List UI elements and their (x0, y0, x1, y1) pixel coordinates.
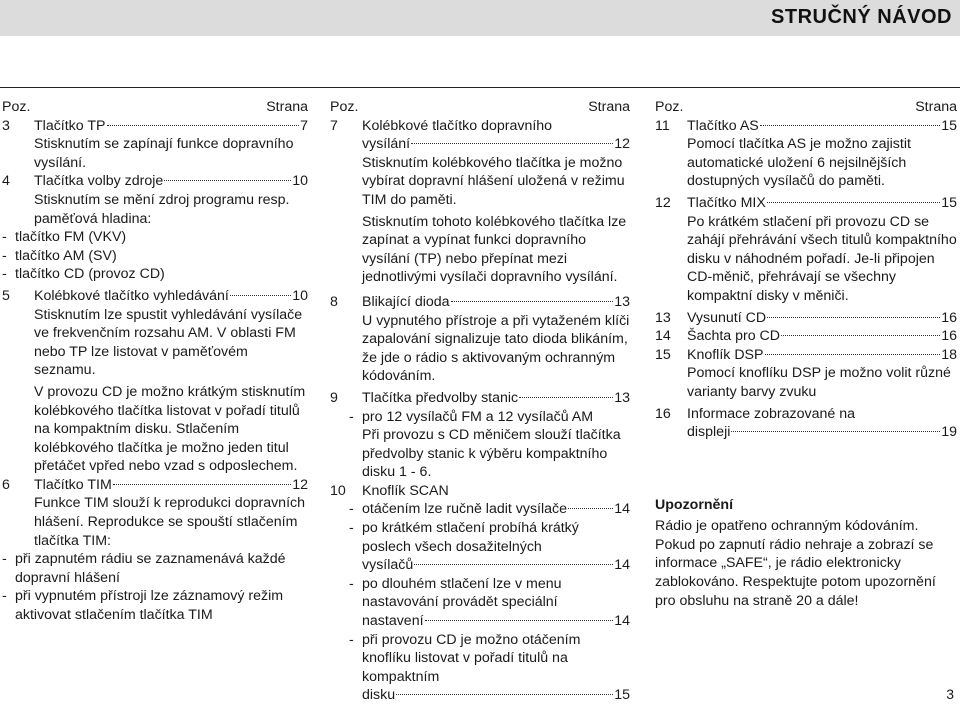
pos-heading: Poz. (655, 99, 684, 115)
list-item: - pro 12 vysílačů FM a 12 vysílačů AM Při provozu s CD měničem slouží tlačítka předvolby stanic k výběru kompaktního disku 1 - 6. (330, 408, 630, 482)
notice-box (655, 496, 957, 611)
entry-number: 3 (2, 117, 10, 134)
header-band (0, 0, 960, 36)
list-item: - tlačítko FM (VKV) (2, 229, 127, 246)
entry-number: 13 (655, 309, 671, 326)
entry-8 (330, 293, 630, 386)
entry-page: 19 (941, 424, 957, 441)
entry-3 (2, 117, 308, 173)
dash-marker: - (2, 247, 7, 264)
entry-page: 13 (614, 389, 630, 406)
page-heading: Strana (588, 99, 630, 115)
leader-dots (107, 125, 300, 126)
dash-marker: - (2, 229, 7, 246)
entry-description: Stisknutím se mění zdroj programu resp. paměťová hladina: (34, 191, 290, 227)
dash-marker: - (2, 266, 7, 283)
leader-dots (396, 694, 613, 695)
entry-page: 14 (614, 613, 630, 630)
entry-page: 14 (614, 501, 630, 518)
entry-page: 16 (941, 309, 957, 326)
list-item: - po dlouhém stlačení lze v menu nastavování provádět speciální nastavení 14 (349, 575, 630, 630)
list-item: - tlačítko CD (provoz CD) (2, 266, 165, 283)
entry-5 (2, 287, 308, 476)
leader-dots (425, 620, 614, 621)
entry-page: 15 (941, 194, 957, 211)
entry-page: 12 (292, 476, 308, 493)
column-header (2, 98, 308, 117)
entry-page: 18 (941, 346, 957, 363)
leader-dots (451, 301, 614, 302)
entry-title-cont: displeji (687, 424, 731, 441)
entry-number: 14 (655, 328, 671, 345)
entry-description: Funkce TIM slouží k reprodukci dopravních hlášení. Reprodukce se spouští stlačením tlačítka TIM: (34, 495, 305, 549)
entry-number: 12 (655, 194, 671, 211)
entry-6 (2, 476, 308, 550)
leader-dots (519, 397, 613, 398)
entry-description: Pomocí tlačítka AS je možno zajistit automatické uložení 6 nejsilnějších dostupných vysílačů do paměti. (687, 136, 911, 190)
column-header (330, 98, 630, 117)
page-heading: Strana (266, 99, 308, 115)
entry-description-2: Stisknutím tohoto kolébkového tlačítka lze zapínat a vypínat funkci dopravního vysílání (TP) nebo přepínat mezi jednotlivými vysílači dopravního vysílání. (362, 213, 627, 286)
dash-marker: - (349, 575, 354, 592)
list-item: - po krátkém stlačení probíhá krátký poslech všech dosažitelných vysílačů 14 (349, 520, 630, 574)
dash-marker: - (349, 408, 354, 425)
list-item: - při provozu CD je možno otáčením knoflíku listovat v pořadí titulů na kompaktním disku 15 (349, 631, 630, 704)
entry-title: Informace zobrazované na (687, 405, 855, 422)
column-1 (2, 98, 308, 625)
entry-number: 11 (655, 117, 670, 134)
leader-dots (765, 354, 941, 355)
pos-heading: Poz. (330, 99, 359, 115)
entry-title: Kolébkové tlačítko vyhledávání (34, 287, 229, 304)
column-header (655, 98, 957, 117)
entry-title: Knoflík DSP (687, 346, 764, 363)
entry-16 (655, 405, 957, 442)
entry-title: Tlačítko TIM (34, 476, 112, 493)
dash-marker: - (2, 588, 7, 605)
entry-description: Stisknutím lze spustit vyhledávání vysílače ve frekvenčním rozsahu AM. V oblasti FM nebo TP lze listovat v paměťovém seznamu. (34, 306, 303, 379)
entry-description: Při provozu s CD měničem slouží tlačítka předvolby stanic k výběru kompaktního disku 1 - 6. (362, 427, 621, 481)
entry-4 (2, 172, 308, 228)
leader-dots (731, 431, 940, 432)
entry-title: Kolébkové tlačítko dopravního (362, 117, 553, 134)
entry-number: 15 (655, 346, 671, 363)
dash-marker: - (349, 520, 354, 537)
entry-15 (655, 346, 957, 402)
entry-number: 10 (330, 482, 346, 499)
leader-dots (414, 564, 613, 565)
entry-number: 9 (330, 389, 338, 406)
list-item: - při vypnutém přístroji lze záznamový režim aktivovat stlačením tlačítka TIM (2, 588, 284, 624)
notice-title: Upozornění (655, 496, 734, 513)
dash-marker: - (349, 631, 354, 648)
entry-title: Knoflík SCAN (362, 482, 449, 499)
header-rule (0, 87, 960, 88)
entry-page: 15 (614, 687, 630, 704)
entry-number: 5 (2, 287, 10, 304)
entry-7 (330, 117, 630, 287)
pos-heading: Poz. (2, 99, 31, 115)
entry-page: 16 (941, 328, 957, 345)
entry-page: 10 (292, 173, 308, 190)
entry-title: Blikající dioda (362, 293, 450, 310)
leader-dots (781, 335, 940, 336)
entry-title: Tlačítko MIX (687, 194, 766, 211)
entry-page: 7 (300, 117, 308, 134)
entry-number: 7 (330, 117, 338, 134)
leader-dots (760, 125, 940, 126)
entry-number: 6 (2, 476, 10, 493)
entry-page: 12 (614, 136, 630, 153)
dash-marker: - (349, 501, 354, 518)
entry-description: U vypnutého přístroje a při vytaženém klíči zapalování signalizuje tato dioda blikáním, že jde o rádio s aktivovaným ochranným kódováním. (362, 312, 630, 385)
entry-11 (655, 117, 957, 191)
entry-description: Stisknutím kolébkového tlačítka je možno vybírat dopravní hlášení uložená v režimu TIM do paměti. (362, 154, 625, 208)
entry-description: Po krátkém stlačení při provozu CD se zahájí přehrávání všech titulů kompaktního disku v náhodném pořadí. Je-li připojen CD-měnič, přehrávají se všechny kompaktní disky v měniči. (687, 213, 957, 304)
entry-description-2: V provozu CD je možno krátkým stisknutím kolébkového tlačítka listovat v pořadí titulů na kompaktním disku. Stlačením kolébkového tlačítka je možno jeden titul přetáčet vpřed nebo vzad s odposlechem. (34, 383, 306, 475)
entry-page: 10 (292, 287, 308, 304)
entry-description: Stisknutím se zapínají funkce dopravního vysílání. (34, 136, 294, 171)
dash-marker: - (2, 551, 7, 568)
page-title: STRUČNÝ NÁVOD (771, 6, 952, 28)
entry-14 (655, 327, 957, 346)
leader-dots (113, 484, 291, 485)
leader-dots (164, 180, 291, 181)
entry-13 (655, 309, 957, 328)
leader-dots (230, 295, 291, 296)
list-item: - tlačítko AM (SV) (2, 247, 117, 264)
entry-number: 8 (330, 293, 338, 310)
entry-description: Pomocí knoflíku DSP je možno volit různé varianty barvy zvuku (687, 365, 951, 400)
notice-text: Rádio je opatřeno ochranným kódováním. Pokud po zapnutí rádio nehraje a zobrazí se informace „SAFE“, je rádio elektronicky zablokováno. Respektujte potom upozornění pro obsluhu na straně 20 a dále! (655, 518, 936, 609)
entry-title: Tlačítko AS (687, 117, 759, 134)
column-2 (330, 98, 630, 705)
page-heading: Strana (915, 99, 957, 115)
leader-dots (411, 143, 613, 144)
entry-10 (330, 482, 630, 501)
entry-12 (655, 194, 957, 306)
entry-page: 14 (614, 557, 630, 574)
column-3 (655, 98, 957, 610)
list-item: - při zapnutém rádiu se zaznamenává každé dopravní hlášení (2, 551, 286, 586)
leader-dots (568, 508, 613, 509)
entry-title: Šachta pro CD (687, 328, 781, 345)
page-number: 3 (946, 686, 954, 702)
entry-9 (330, 389, 630, 408)
entry-title: Tlačítko TP (34, 117, 106, 134)
entry-number: 16 (655, 405, 671, 422)
entry-title: Tlačítka předvolby stanic (362, 389, 519, 406)
entry-title: Tlačítka volby zdroje (34, 173, 164, 190)
leader-dots (767, 202, 940, 203)
list-item: - otáčením lze ručně ladit vysílače 14 (349, 501, 630, 518)
entry-number: 4 (2, 173, 10, 190)
entry-page: 15 (941, 117, 957, 134)
leader-dots (767, 317, 940, 318)
entry-page: 13 (614, 293, 630, 310)
entry-title: Vysunutí CD (687, 309, 767, 326)
entry-title-cont: vysílání (362, 136, 411, 153)
